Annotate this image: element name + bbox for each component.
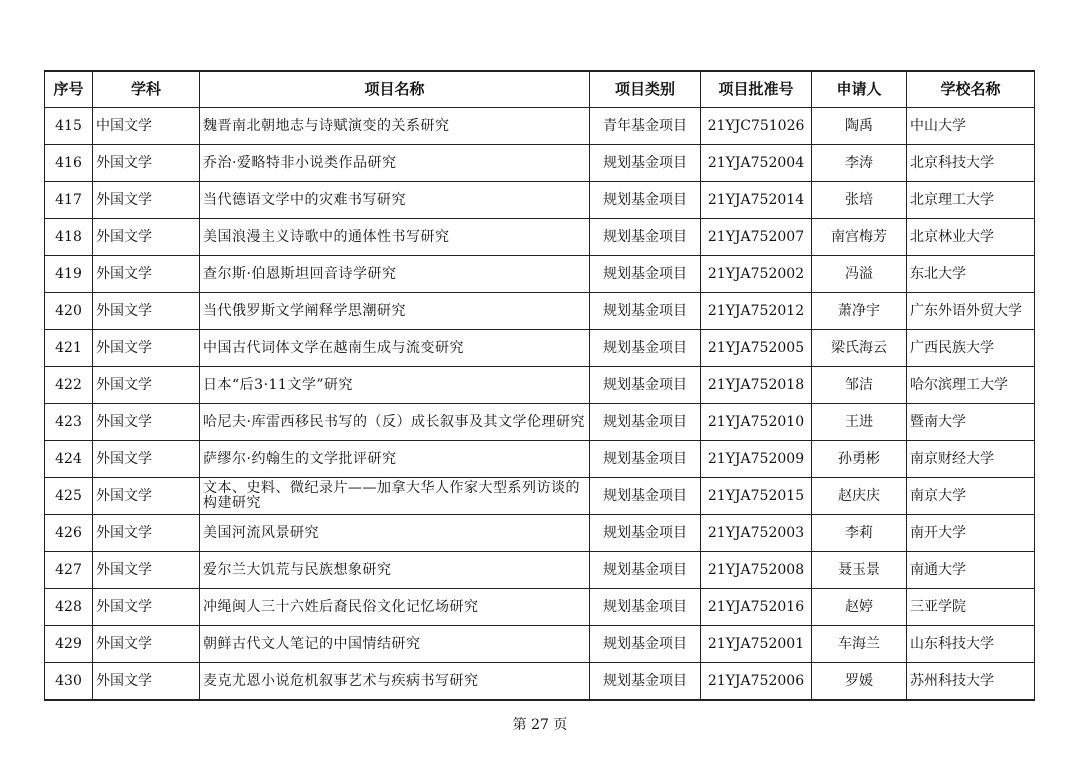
cell-discipline: 外国文学 [93, 256, 200, 293]
cell-project-name: 朝鲜古代文人笔记的中国情结研究 [200, 626, 590, 663]
cell-category: 青年基金项目 [590, 108, 701, 145]
header-category: 项目类别 [590, 71, 701, 108]
cell-project-name: 当代俄罗斯文学阐释学思潮研究 [200, 293, 590, 330]
cell-applicant: 张培 [812, 182, 907, 219]
cell-school: 山东科技大学 [907, 626, 1035, 663]
cell-index: 416 [45, 145, 93, 182]
cell-applicant: 赵婷 [812, 589, 907, 626]
cell-project-name: 萨缪尔·约翰生的文学批评研究 [200, 441, 590, 478]
cell-category: 规划基金项目 [590, 145, 701, 182]
cell-approval-no: 21YJC751026 [701, 108, 812, 145]
table-row [45, 552, 1035, 589]
cell-index: 426 [45, 515, 93, 552]
cell-project-name: 哈尼夫·库雷西移民书写的（反）成长叙事及其文学伦理研究 [200, 404, 590, 441]
cell-discipline: 外国文学 [93, 293, 200, 330]
cell-category: 规划基金项目 [590, 515, 701, 552]
table-row [45, 330, 1035, 367]
cell-applicant: 车海兰 [812, 626, 907, 663]
cell-index: 424 [45, 441, 93, 478]
cell-approval-no: 21YJA752006 [701, 663, 812, 701]
cell-category: 规划基金项目 [590, 367, 701, 404]
cell-project-name: 乔治·爱略特非小说类作品研究 [200, 145, 590, 182]
cell-approval-no: 21YJA752016 [701, 589, 812, 626]
cell-approval-no: 21YJA752001 [701, 626, 812, 663]
cell-school: 广东外语外贸大学 [907, 293, 1035, 330]
cell-school: 南通大学 [907, 552, 1035, 589]
cell-discipline: 外国文学 [93, 367, 200, 404]
cell-discipline: 外国文学 [93, 589, 200, 626]
cell-approval-no: 21YJA752002 [701, 256, 812, 293]
cell-approval-no: 21YJA752009 [701, 441, 812, 478]
table-header-row [45, 71, 1035, 108]
cell-school: 三亚学院 [907, 589, 1035, 626]
cell-approval-no: 21YJA752004 [701, 145, 812, 182]
table-row [45, 626, 1035, 663]
cell-category: 规划基金项目 [590, 589, 701, 626]
cell-category: 规划基金项目 [590, 626, 701, 663]
table-row [45, 256, 1035, 293]
cell-applicant: 邹洁 [812, 367, 907, 404]
cell-index: 415 [45, 108, 93, 145]
cell-discipline: 外国文学 [93, 626, 200, 663]
cell-discipline: 外国文学 [93, 404, 200, 441]
table-body [45, 108, 1035, 701]
cell-index: 430 [45, 663, 93, 701]
cell-school: 北京林业大学 [907, 219, 1035, 256]
cell-discipline: 外国文学 [93, 515, 200, 552]
cell-index: 421 [45, 330, 93, 367]
cell-discipline: 外国文学 [93, 182, 200, 219]
cell-index: 425 [45, 478, 93, 515]
cell-index: 418 [45, 219, 93, 256]
cell-category: 规划基金项目 [590, 552, 701, 589]
cell-discipline: 外国文学 [93, 552, 200, 589]
cell-project-name: 当代德语文学中的灾难书写研究 [200, 182, 590, 219]
cell-discipline: 外国文学 [93, 219, 200, 256]
cell-school: 北京科技大学 [907, 145, 1035, 182]
cell-discipline: 中国文学 [93, 108, 200, 145]
project-table [44, 70, 1035, 701]
cell-school: 东北大学 [907, 256, 1035, 293]
table-row [45, 441, 1035, 478]
cell-school: 暨南大学 [907, 404, 1035, 441]
cell-approval-no: 21YJA752010 [701, 404, 812, 441]
cell-index: 417 [45, 182, 93, 219]
cell-category: 规划基金项目 [590, 330, 701, 367]
cell-category: 规划基金项目 [590, 404, 701, 441]
cell-category: 规划基金项目 [590, 182, 701, 219]
cell-school: 中山大学 [907, 108, 1035, 145]
cell-category: 规划基金项目 [590, 441, 701, 478]
cell-applicant: 李涛 [812, 145, 907, 182]
cell-applicant: 陶禹 [812, 108, 907, 145]
cell-school: 哈尔滨理工大学 [907, 367, 1035, 404]
cell-discipline: 外国文学 [93, 441, 200, 478]
cell-category: 规划基金项目 [590, 256, 701, 293]
cell-project-name: 文本、史料、微纪录片——加拿大华人作家大型系列访谈的构建研究 [200, 478, 590, 515]
cell-applicant: 王进 [812, 404, 907, 441]
cell-approval-no: 21YJA752003 [701, 515, 812, 552]
header-school: 学校名称 [907, 71, 1035, 108]
cell-index: 422 [45, 367, 93, 404]
cell-applicant: 梁氏海云 [812, 330, 907, 367]
cell-index: 423 [45, 404, 93, 441]
cell-category: 规划基金项目 [590, 478, 701, 515]
cell-approval-no: 21YJA752015 [701, 478, 812, 515]
table-row [45, 515, 1035, 552]
cell-project-name: 美国河流风景研究 [200, 515, 590, 552]
cell-discipline: 外国文学 [93, 478, 200, 515]
cell-project-name: 爱尔兰大饥荒与民族想象研究 [200, 552, 590, 589]
cell-project-name: 魏晋南北朝地志与诗赋演变的关系研究 [200, 108, 590, 145]
cell-project-name: 日本“后3·11文学”研究 [200, 367, 590, 404]
cell-applicant: 孙勇彬 [812, 441, 907, 478]
cell-discipline: 外国文学 [93, 663, 200, 701]
page-number: 第 27 页 [512, 717, 568, 733]
cell-approval-no: 21YJA752008 [701, 552, 812, 589]
cell-school: 广西民族大学 [907, 330, 1035, 367]
cell-project-name: 查尔斯·伯恩斯坦回音诗学研究 [200, 256, 590, 293]
cell-project-name: 冲绳闽人三十六姓后裔民俗文化记忆场研究 [200, 589, 590, 626]
cell-applicant: 南宫梅芳 [812, 219, 907, 256]
cell-applicant: 冯溢 [812, 256, 907, 293]
cell-applicant: 萧净宇 [812, 293, 907, 330]
table-row [45, 145, 1035, 182]
header-discipline: 学科 [93, 71, 200, 108]
cell-discipline: 外国文学 [93, 330, 200, 367]
cell-approval-no: 21YJA752012 [701, 293, 812, 330]
cell-applicant: 李莉 [812, 515, 907, 552]
cell-index: 427 [45, 552, 93, 589]
cell-approval-no: 21YJA752007 [701, 219, 812, 256]
cell-applicant: 赵庆庆 [812, 478, 907, 515]
table-row [45, 182, 1035, 219]
cell-category: 规划基金项目 [590, 219, 701, 256]
cell-project-name: 美国浪漫主义诗歌中的通体性书写研究 [200, 219, 590, 256]
cell-approval-no: 21YJA752005 [701, 330, 812, 367]
cell-index: 419 [45, 256, 93, 293]
cell-approval-no: 21YJA752014 [701, 182, 812, 219]
table-row [45, 589, 1035, 626]
cell-school: 南京财经大学 [907, 441, 1035, 478]
cell-project-name: 麦克尤恩小说危机叙事艺术与疾病书写研究 [200, 663, 590, 701]
table-row [45, 293, 1035, 330]
table-row [45, 367, 1035, 404]
cell-school: 南京大学 [907, 478, 1035, 515]
cell-project-name: 中国古代词体文学在越南生成与流变研究 [200, 330, 590, 367]
cell-applicant: 罗媛 [812, 663, 907, 701]
cell-discipline: 外国文学 [93, 145, 200, 182]
cell-school: 苏州科技大学 [907, 663, 1035, 701]
header-approval-no: 项目批准号 [701, 71, 812, 108]
cell-category: 规划基金项目 [590, 293, 701, 330]
table-row [45, 219, 1035, 256]
cell-applicant: 聂玉景 [812, 552, 907, 589]
cell-approval-no: 21YJA752018 [701, 367, 812, 404]
cell-index: 420 [45, 293, 93, 330]
table-row [45, 478, 1035, 515]
cell-index: 428 [45, 589, 93, 626]
header-project-name: 项目名称 [200, 71, 590, 108]
table-row [45, 404, 1035, 441]
header-index: 序号 [45, 71, 93, 108]
table-row [45, 663, 1035, 701]
cell-school: 南开大学 [907, 515, 1035, 552]
cell-school: 北京理工大学 [907, 182, 1035, 219]
cell-index: 429 [45, 626, 93, 663]
table-row [45, 108, 1035, 145]
header-applicant: 申请人 [812, 71, 907, 108]
cell-category: 规划基金项目 [590, 663, 701, 701]
